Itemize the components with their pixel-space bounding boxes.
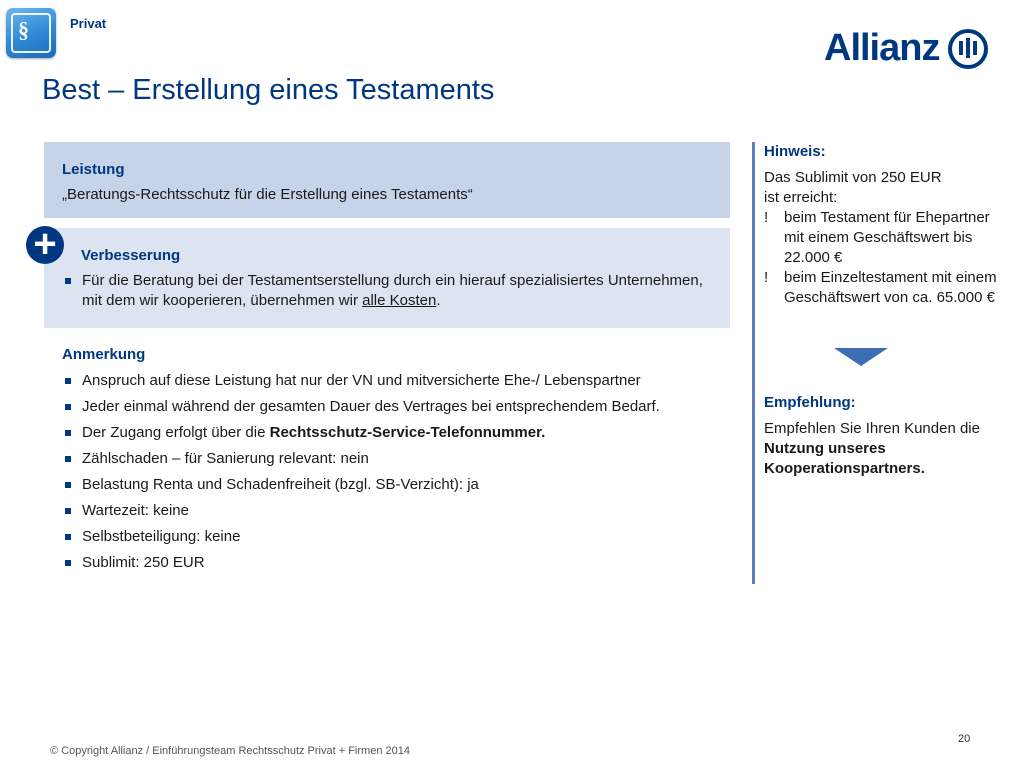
hinweis-item-text: beim Einzeltestament mit einem Geschäftswert von ca. 65.000 €: [784, 269, 997, 306]
divider: [752, 142, 755, 584]
verbesserung-heading: Verbesserung: [81, 247, 181, 264]
alle-kosten-text: alle Kosten: [362, 292, 437, 309]
plus-icon: +: [26, 226, 64, 264]
list-item: Anspruch auf diese Leistung hat nur der VN und mitversicherte Ehe-/ Lebenspartner: [62, 371, 732, 391]
hinweis-item: [764, 268, 1004, 308]
copyright: © Copyright Allianz / Einführungsteam Rechtsschutz Privat + Firmen 2014: [50, 745, 410, 757]
empfehlung-text-start: Empfehlen Sie Ihren Kunden die: [764, 420, 980, 437]
allianz-logo: [824, 27, 989, 70]
list-item: Wartezeit: keine: [62, 501, 732, 521]
section-label: Privat: [70, 16, 107, 31]
page-title: Best – Erstellung eines Testaments: [42, 74, 495, 106]
hinweis-item: [764, 208, 1004, 268]
hinweis-heading: Hinweis:: [764, 143, 826, 160]
paragraph-hand-icon: §: [6, 8, 56, 58]
list-item: Zählschaden – für Sanierung relevant: nein: [62, 449, 732, 469]
list-item: Sublimit: 250 EUR: [62, 553, 732, 573]
leistung-heading: Leistung: [62, 161, 125, 178]
hinweis-item-text: beim Testament für Ehepartner mit einem Geschäftswert bis 22.000 €: [784, 209, 990, 266]
page-number: 20: [958, 733, 971, 745]
hinweis-line2: ist erreicht:: [764, 189, 838, 206]
phone-service-text: Rechtsschutz-Service-Telefonnummer.: [269, 424, 546, 441]
exclamation-icon: !: [764, 209, 769, 226]
brand-name: Allianz: [824, 27, 940, 69]
verbesserung-text-end: .: [436, 292, 441, 309]
empfehlung-heading: Empfehlung:: [764, 394, 856, 411]
empfehlung-text-bold: Nutzung unseres Kooperationspartners.: [764, 440, 925, 477]
list-item: Jeder einmal während der gesamten Dauer des Vertrages bei entsprechendem Bedarf.: [62, 397, 732, 417]
hinweis-line1: Das Sublimit von 250 EUR: [764, 169, 942, 186]
arrow-down-icon: [834, 348, 888, 366]
hinweis-panel: [764, 142, 1004, 308]
empfehlung-text: [764, 419, 1004, 479]
list-item: Belastung Renta und Schadenfreiheit (bzgl. SB-Verzicht): ja: [62, 475, 732, 495]
empfehlung-panel: [764, 393, 1004, 479]
list-item: [62, 423, 732, 443]
list-item: Selbstbeteiligung: keine: [62, 527, 732, 547]
verbesserung-text: Für die Beratung bei der Testamentserstellung durch ein hierauf spezialisiertes Unternehmen, mit dem wir kooperieren, übernehmen wir: [82, 272, 703, 309]
list-item: [62, 271, 712, 311]
leistung-text: „Beratungs-Rechtsschutz für die Erstellung eines Testaments“: [62, 186, 473, 203]
leistung-box: [44, 142, 730, 218]
anmerkung-list: [62, 371, 732, 579]
verbesserung-list: [62, 271, 712, 317]
list-item-text: Der Zugang erfolgt über die: [82, 424, 270, 441]
exclamation-icon: !: [764, 269, 769, 286]
anmerkung-heading: Anmerkung: [62, 346, 146, 363]
verbesserung-box: [44, 228, 730, 328]
allianz-eagle-icon: [947, 28, 989, 70]
